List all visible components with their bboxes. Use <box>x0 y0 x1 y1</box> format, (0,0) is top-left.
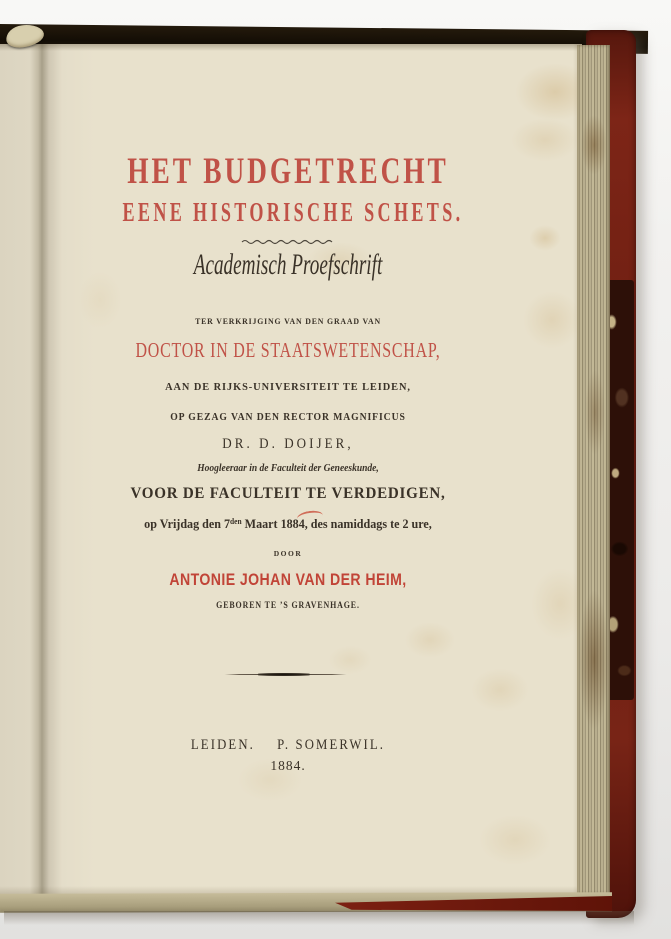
university-line: AAN DE RIJKS-UNIVERSITEIT TE LEIDEN, <box>165 381 411 393</box>
author-name: ANTONIE JOHAN VAN DER HEIM, <box>169 570 407 589</box>
fore-edge-stain <box>581 115 607 175</box>
fore-edge-stain <box>579 590 609 730</box>
defense-line: VOOR DE FACULTEIT TE VERDEDIGEN, <box>130 485 446 502</box>
book-title: HET BUDGETRECHT <box>127 150 449 192</box>
date-text: op Vrijdag den 7 <box>144 516 231 531</box>
degree-intro-line: TER VERKRIJGING VAN DEN GRAAD VAN <box>195 316 381 326</box>
thesis-type-script: Academisch Proefschrift <box>193 248 383 281</box>
date-superscript: den <box>230 517 242 526</box>
page-fore-edge <box>577 45 610 894</box>
rector-title: Hoogleeraar in de Faculteit der Geneeskunde, <box>197 463 379 474</box>
degree-line: DOCTOR IN DE STAATSWETENSCHAP, <box>135 338 441 362</box>
imprint-year: 1884. <box>270 758 306 773</box>
imprint-publisher: P. SOMERWIL. <box>277 737 386 753</box>
date-text-continued: Maart 1884, des namiddags te 2 ure, <box>241 516 432 531</box>
book-drop-shadow <box>4 911 634 925</box>
rector-intro-line: OP GEZAG VAN DEN RECTOR MAGNIFICUS <box>170 412 406 423</box>
title-page <box>0 44 582 894</box>
book-subtitle: EENE HISTORISCHE SCHETS. <box>122 197 464 228</box>
defense-date-line <box>58 517 517 530</box>
rector-name: DR. D. DOIJER, <box>222 436 354 452</box>
imprint-divider <box>41 673 535 677</box>
door-label: DOOR <box>273 549 303 558</box>
title-page-content <box>41 44 535 894</box>
imprint-city: LEIDEN. <box>190 737 255 753</box>
birthplace-line: GEBOREN TE ’S GRAVENHAGE. <box>216 600 360 610</box>
imprint-line <box>78 738 498 753</box>
fore-edge-stain <box>585 370 605 455</box>
